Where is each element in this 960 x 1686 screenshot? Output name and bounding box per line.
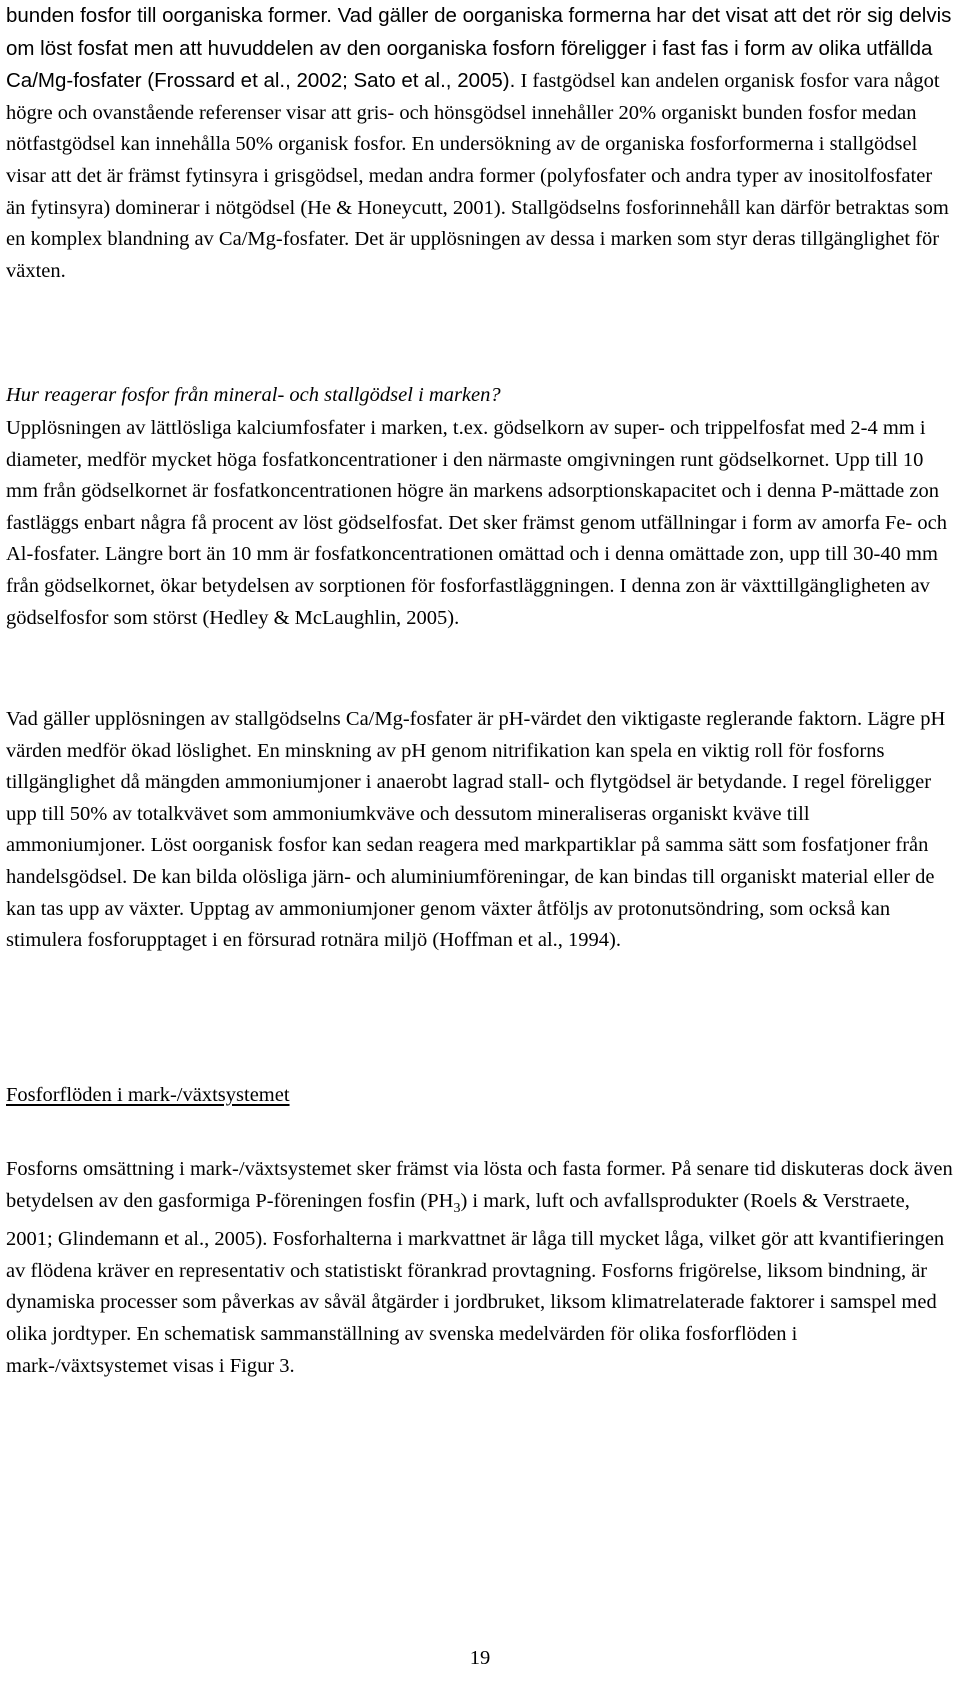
body-paragraph-3: Vad gäller upplösningen av stallgödselns Ca/Mg-fosfater är pH-värdet den viktigaste reglerande faktorn. Lägre pH värden medför ökad löslighet. En minskning av pH genom nitrifikation kan spela en viktig roll för fosforns tillgänglighet då mängden ammoniumjoner i anaerobt lagrad stall- och flytgödsel är betydande. I regel föreligger upp till 50% av totalkvävet som ammoniumkväve och dessutom mineraliseras organiskt kväve till ammoniumjoner. Löst oorganisk fosfor kan sedan reagera med markpartiklar på samma sätt som fosfatjoner från handelsgödsel. De kan bilda olösliga järn- och aluminiumföreningar, de kan bindas till organiskt material eller de kan tas upp av växter. Upptag av ammoniumjoner genom växter åtföljs av protonutsöndring, som också kan stimulera fosforupptaget i en försurad rotnära miljö (Hoffman et al., 1994).: [6, 708, 946, 952]
paragraph-4-text-end: ) i mark, luft och avfallsprodukter (Roels & Verstraete, 2001; Glindemann et al., 2005). Fosforhalterna i markvattnet är låga till mycket låga, vilket gör att kvantifieringen av flödena kräver en representativ och statistiskt förankrad provtagning. Fosforns frigörelse, liksom bindning, är dynamiska processer som påverkas av såväl åtgärder i jordbruket, liksom klimatrelaterade faktorer i samspel med olika jordtyper. En schematisk sammanställning av svenska medelvärden för olika fosforflöden i mark-/växtsystemet visas i Figur 3.: [6, 1189, 945, 1377]
page-number: 19: [469, 1647, 491, 1669]
body-paragraph-4: [6, 1154, 954, 1382]
paragraph-1-serif-text: I fastgödsel kan andelen organisk fosfor vara något högre och ovanstående referenser visar att gris- och hönsgödsel innehåller 20% organiskt bunden fosfor medan nötfastgödsel kan innehålla 50% organisk fosfor. En undersökning av de organiska fosforformerna i stallgödsel visar att det är främst fytinsyra i grisgödsel, medan andra former (polyfosfater och andra typer av inositolfosfater än fytinsyra) dominerar i nötgödsel (He & Honeycutt, 2001). Stallgödselns fosforinnehåll kan därför betraktas som en komplex blandning av Ca/Mg-fosfater. Det är upplösningen av dessa i marken som styr deras tillgänglighet för växten.: [6, 70, 949, 282]
paragraph-4-text-start: Fosforns omsättning i mark-/växtsystemet sker främst via lösta och fasta former. På senare tid diskuteras dock även betydelsen av den gasformiga P-föreningen fosfin (PH: [6, 1158, 953, 1212]
section-heading: Fosforflöden i mark-/växtsystemet: [6, 1084, 290, 1106]
subheading-question: Hur reagerar fosfor från mineral- och stallgödsel i marken?: [6, 384, 501, 406]
body-paragraph-2: Upplösningen av lättlösliga kalciumfosfater i marken, t.ex. gödselkorn av super- och trippelfosfat med 2-4 mm i diameter, medför mycket höga fosfatkoncentrationer i den närmaste omgivningen runt gödselkornet. Upp till 10 mm från gödselkornet är fosfatkoncentrationen högre än markens adsorptionskapacitet och i denna P-mättade zon fastläggs enbart några få procent av löst gödselfosfat. Det sker främst genom utfällningar i form av amorfa Fe- och Al-fosfater. Längre bort än 10 mm är fosfatkoncentrationen omättad och i denna omättade zon, upp till 30-40 mm från gödselkornet, ökar betydelsen av sorptionen för fosforfastläggningen. I denna zon är växttillgängligheten av gödselfosfor som störst (Hedley & McLaughlin, 2005).: [6, 417, 947, 629]
formula-subscript: 3: [453, 1200, 461, 1216]
body-paragraph-1: [6, 0, 954, 287]
paragraph-1-sans-text: bunden fosfor till oorganiska former. Vad gäller de oorganiska formerna har det visat att det rör sig delvis om löst fosfat men att huvuddelen av den oorganiska fosforn föreligger i fast fas i form av olika utfällda Ca/Mg-fosfater (Frossard et al., 2002; Sato et al., 2005).: [6, 4, 952, 93]
